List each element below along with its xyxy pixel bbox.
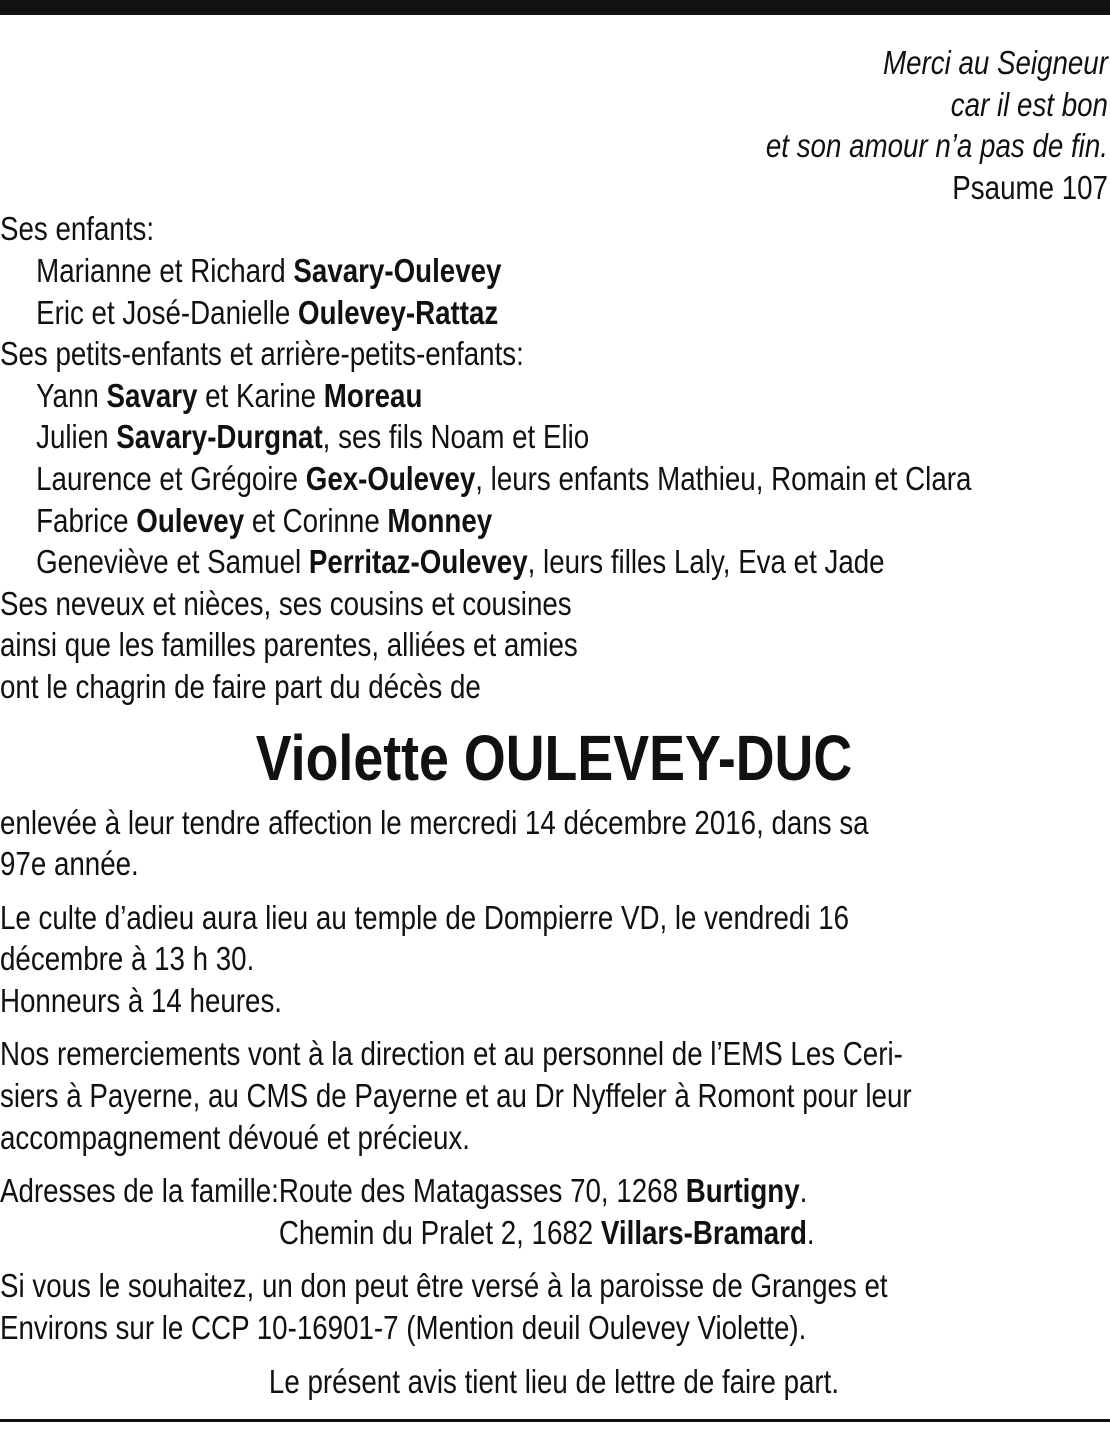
text-line: enlevée à leur tendre affection le mercredi 14 décembre 2016, dans sa	[0, 803, 869, 841]
child-entry: Marianne et Richard Savary-Oulevey	[36, 251, 502, 289]
death-notice-paragraph	[0, 802, 1108, 885]
text-line: Si vous le souhaitez, un don peut être versé à la paroisse de Granges et	[0, 1267, 888, 1305]
town-name: Burtigny	[685, 1172, 800, 1210]
psalm-verse	[0, 42, 1108, 208]
obituary-notice	[0, 42, 1108, 1402]
verse-line-3: et son amour n’a pas de fin.	[765, 127, 1108, 165]
children-section	[0, 208, 1108, 333]
relatives-line: ainsi que les familles parentes, alliées et amies	[0, 626, 578, 664]
grandchildren-heading: Ses petits-enfants et arrière-petits-enfants:	[0, 335, 524, 373]
donation-paragraph	[0, 1265, 1108, 1348]
child-entry: Eric et José-Danielle Oulevey-Rattaz	[36, 293, 499, 331]
family-name: Savary-Oulevey	[293, 251, 502, 289]
text-line: accompagnement dévoué et précieux.	[0, 1118, 471, 1156]
relatives-section	[0, 583, 1108, 708]
top-border-rule	[0, 0, 1110, 15]
family-name: Monney	[387, 501, 493, 539]
closing-line: Le présent avis tient lieu de lettre de faire part.	[268, 1362, 840, 1400]
grandchild-entry: Yann Savary et Karine Moreau	[36, 376, 423, 414]
family-name: Savary	[106, 376, 198, 414]
grandchildren-section	[0, 333, 1108, 583]
address-line: Chemin du Pralet 2, 1682 Villars-Bramard.	[278, 1213, 815, 1251]
family-name: Oulevey-Rattaz	[298, 293, 499, 331]
verse-reference: Psaume 107	[952, 168, 1108, 206]
verse-line-1: Merci au Seigneur	[882, 44, 1108, 81]
service-paragraph	[0, 897, 1108, 1022]
address-list	[279, 1170, 815, 1253]
grandchild-entry: Julien Savary-Durgnat, ses fils Noam et Elio	[36, 418, 590, 456]
family-name: Moreau	[323, 376, 423, 414]
family-addresses	[0, 1170, 1108, 1253]
grandchild-entry: Geneviève et Samuel Perritaz-Oulevey, leurs filles Laly, Eva et Jade	[36, 543, 885, 581]
relatives-line: ont le chagrin de faire part du décès de	[0, 667, 481, 705]
family-name: Oulevey	[136, 501, 245, 539]
text-line: Honneurs à 14 heures.	[0, 981, 283, 1019]
children-heading: Ses enfants:	[0, 210, 155, 248]
text-line: siers à Payerne, au CMS de Payerne et au Dr Nyffeler à Romont pour leur	[0, 1077, 912, 1115]
deceased-name: Violette OULEVEY-DUC	[255, 721, 853, 794]
text-line: Le culte d’adieu aura lieu au temple de Dompierre VD, le vendredi 16	[0, 898, 850, 936]
text-line: Nos remerciements vont à la direction et au personnel de l’EMS Les Ceri-	[0, 1035, 903, 1073]
address-line: Route des Matagasses 70, 1268 Burtigny.	[278, 1172, 808, 1210]
verse-line-2: car il est bon	[950, 85, 1108, 123]
town-name: Villars-Bramard	[600, 1213, 807, 1251]
family-name: Gex-Oulevey	[305, 459, 476, 497]
text-line: 97e année.	[0, 845, 139, 883]
grandchild-entry: Fabrice Oulevey et Corinne Monney	[36, 501, 493, 539]
bottom-border-rule	[0, 1419, 1110, 1422]
thanks-paragraph	[0, 1033, 1108, 1158]
text-line: Environs sur le CCP 10-16901-7 (Mention deuil Oulevey Violette).	[0, 1309, 807, 1347]
relatives-line: Ses neveux et nièces, ses cousins et cousines	[0, 584, 572, 622]
grandchild-entry: Laurence et Grégoire Gex-Oulevey, leurs enfants Mathieu, Romain et Clara	[36, 459, 972, 497]
family-name: Savary-Durgnat	[116, 418, 323, 456]
addresses-label: Adresses de la famille:	[0, 1172, 279, 1210]
family-name: Perritaz-Oulevey	[308, 543, 528, 581]
text-line: décembre à 13 h 30.	[0, 940, 255, 978]
